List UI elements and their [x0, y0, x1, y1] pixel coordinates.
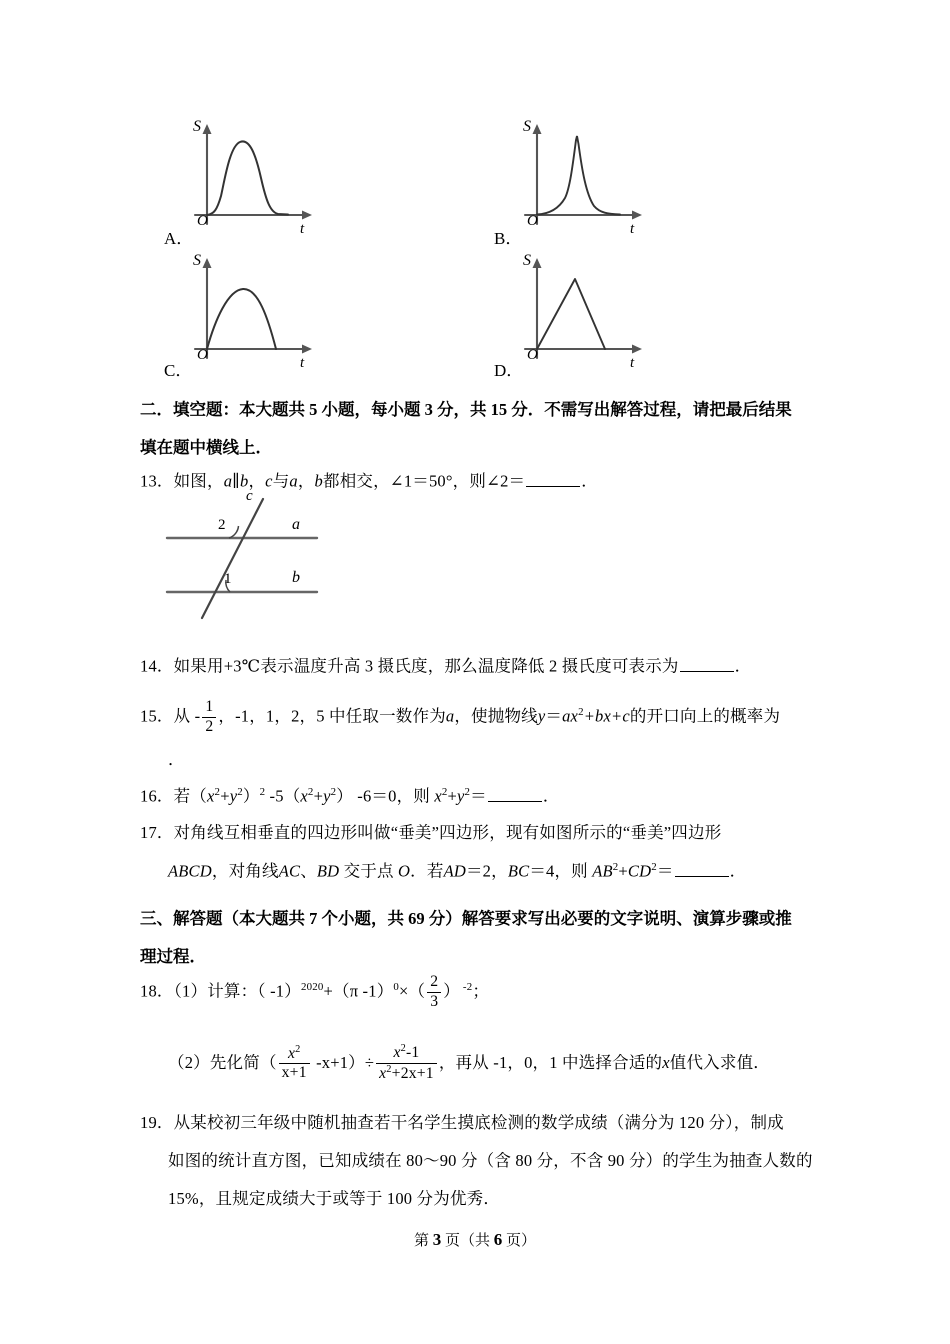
q19-text-line1: 从某校初三年级中随机抽查若干名学生摸底检测的数学成绩（满分为 120 分），制成	[173, 1113, 784, 1132]
q15-expr-y: y	[537, 706, 546, 726]
question-18-part2	[168, 1045, 770, 1083]
q18-part2-mid: -x+1）÷	[311, 1052, 375, 1072]
question-15-tail: ．	[168, 750, 185, 769]
q17-line2-l: ＝4，则	[529, 861, 593, 881]
q18-fraction-two-thirds	[427, 974, 441, 1010]
q19-number: 19．	[140, 1113, 174, 1132]
q13-text-e: 都相交，∠1＝50°，则∠2＝	[323, 471, 526, 491]
q18-frac-denominator: 3	[430, 992, 439, 1010]
q15-var-a: a	[445, 706, 455, 726]
option-d-graph	[520, 252, 650, 367]
q15-expr-x: x	[570, 706, 579, 726]
q16-p4: 2	[330, 786, 337, 799]
q18-part1-end: ；	[472, 981, 490, 1001]
q18-part1-pow: 2020	[300, 981, 324, 994]
option-d-y-axis-label: S	[523, 252, 531, 269]
q13-text-c: 与	[272, 471, 290, 491]
q18-part2-label: （2）先化简（	[168, 1052, 277, 1072]
q18-part2-tail-a: ，再从 -1，0，1 中选择合适的	[438, 1052, 663, 1072]
option-c-x-axis-label: t	[300, 355, 305, 371]
q16-close2: ）	[336, 786, 353, 806]
q15-expr-x-pow: 2	[578, 706, 584, 719]
q18-f1-denominator: x+1	[281, 1064, 307, 1082]
q16-p3: 2	[307, 786, 314, 799]
footer-total-pages: 6	[493, 1230, 503, 1249]
q17-number: 17．	[140, 823, 174, 842]
q17-tail: ．	[729, 861, 747, 881]
question-15	[140, 700, 780, 736]
option-a-y-axis-label: S	[193, 118, 201, 135]
q15-expr-plus-b: +b	[583, 706, 604, 726]
q18-number: 18．	[140, 981, 174, 1001]
q13-text-a: 如图，	[173, 471, 224, 491]
q16-y1: y	[229, 786, 238, 806]
q18-f2-den-tail: +2x+1	[391, 1065, 434, 1083]
option-a-graph	[190, 118, 320, 233]
q16-minus5: -5（	[265, 786, 301, 806]
q18-fraction-x2-minus-1-over-x2-plus-2x-plus-1	[376, 1044, 437, 1082]
q16-mid: ）	[242, 786, 260, 806]
q16-x2: x	[300, 786, 308, 806]
q18-fraction-x-squared-over-x-plus-1	[279, 1045, 310, 1082]
q17-line2-j: ＝2，	[465, 861, 508, 881]
q17-diag-ac: AC	[278, 861, 301, 881]
footer-mid: 页（共	[441, 1233, 494, 1249]
q16-equals: ＝	[470, 786, 487, 806]
q18-part2-tail-b: 值代入求值．	[669, 1052, 770, 1072]
q18-f2-den-x: x	[379, 1065, 387, 1083]
question-17-line2	[168, 860, 746, 880]
q17-line2-b: ，对角线	[211, 861, 279, 881]
q17-line2-f: 交于点	[339, 861, 399, 881]
q18-f2-den-pow: 2	[386, 1063, 392, 1075]
q18-f1-num-x: x	[287, 1045, 296, 1063]
q15-frac-denominator: 2	[205, 717, 214, 735]
q16-pow-outer: 2	[259, 786, 266, 799]
option-a-x-axis-label: t	[300, 221, 305, 237]
q16-x1: x	[207, 786, 215, 806]
q15-expr-a: a	[562, 706, 571, 726]
q16-plus3: +	[447, 786, 457, 806]
q13-fig-angle-2: 2	[218, 517, 226, 533]
q16-tail: ．	[542, 786, 560, 806]
q17-diag-bd: BD	[316, 861, 340, 881]
question-18-part1	[140, 975, 489, 1011]
q17-cd-pow: 2	[651, 861, 657, 874]
q16-y3: y	[457, 786, 465, 806]
option-a-origin-label: O	[197, 213, 208, 229]
q17-seg-bc: BC	[507, 861, 530, 881]
page-footer	[0, 1229, 950, 1250]
q13-answer-blank[interactable]	[526, 470, 580, 487]
q13-var-b: b	[240, 471, 249, 491]
q16-p6: 2	[464, 786, 471, 799]
q16-number: 16．	[140, 786, 174, 806]
q13-fig-label-c: c	[246, 488, 253, 504]
q18-f1-num-pow: 2	[295, 1043, 301, 1055]
q15-text-d: 的开口向上的概率为	[629, 706, 781, 726]
q17-line2-r: ＝	[656, 861, 674, 881]
q15-expr-plus-c: +c	[611, 706, 630, 726]
q18-frac-numerator: 2	[427, 974, 441, 992]
section-three-heading-line1: 三、解答题（本大题共 7 个小题，共 69 分）解答要求写出必要的文字说明、演算步骤或推	[140, 909, 792, 928]
q18-f2-denominator	[376, 1064, 437, 1083]
q13-text-b: ，	[248, 471, 266, 491]
q13-var-a2: a	[289, 471, 298, 491]
question-14	[140, 655, 751, 675]
q15-frac-numerator: 1	[202, 699, 216, 717]
q17-line2-o: +	[618, 861, 628, 881]
q17-point-o: O	[398, 861, 411, 881]
q16-p2: 2	[237, 786, 243, 799]
q13-fig-label-b: b	[292, 569, 300, 586]
footer-prefix: 第	[413, 1233, 433, 1249]
option-a-label: A．	[164, 229, 194, 248]
q13-parallel: ∥	[232, 471, 240, 491]
q17-seg-cd: CD	[627, 861, 652, 881]
q13-fig-angle-1: 1	[224, 571, 232, 587]
q18-part1-mid: +（π -1）	[323, 981, 394, 1001]
q17-line2-h: ．若	[410, 861, 444, 881]
q18-part1-close: ）	[443, 981, 460, 1001]
q16-minus6: -6＝0，则	[352, 786, 435, 806]
question-16	[140, 785, 560, 805]
question-19-line3: 15%，且规定成绩大于或等于 100 分为优秀．	[168, 1189, 501, 1208]
q17-line2-d: 、	[300, 861, 317, 881]
q14-text: 如果用+3℃表示温度升高 3 摄氏度，那么温度降低 2 摄氏度可表示为	[173, 656, 679, 676]
q13-text-d: ，	[297, 471, 315, 491]
option-c-y-axis-label: S	[193, 252, 201, 269]
q15-expr-x2: x	[603, 706, 612, 726]
option-d-label: D．	[494, 361, 524, 380]
option-b-y-axis-label: S	[523, 118, 531, 135]
q15-number: 15．	[140, 706, 174, 726]
q15-expr-eq: ＝	[545, 706, 563, 726]
q15-text-a: 从 -	[173, 706, 201, 726]
q14-number: 14．	[140, 656, 174, 676]
option-b-origin-label: O	[527, 213, 538, 229]
q18-f1-numerator	[279, 1045, 310, 1065]
footer-suffix: 页）	[502, 1233, 537, 1249]
q14-answer-blank[interactable]	[680, 655, 734, 672]
question-19-line2: 如图的统计直方图，已知成绩在 80～90 分（含 80 分，不含 90 分）的学生为抽查人数的	[168, 1151, 813, 1170]
q17-seg-ad: AD	[443, 861, 466, 881]
q13-number: 13．	[140, 471, 174, 491]
q14-tail: ．	[734, 656, 752, 676]
q16-answer-blank[interactable]	[488, 785, 542, 802]
q16-x3: x	[434, 786, 442, 806]
question-13-figure	[165, 487, 340, 627]
q13-tail: ．	[581, 471, 598, 491]
q17-text-line1: 对角线互相垂直的四边形叫做“垂美”四边形，现有如图所示的“垂美”四边形	[173, 823, 722, 842]
q15-text-c: ，使抛物线	[454, 706, 538, 726]
section-three-heading-line2: 理过程．	[140, 947, 206, 966]
q18-f2-numerator	[376, 1044, 437, 1064]
q13-var-b2: b	[314, 471, 323, 491]
question-19-line1	[140, 1115, 784, 1132]
q17-quad-abcd: ABCD	[168, 861, 212, 881]
q16-p1: 2	[214, 786, 221, 799]
question-17-line1	[140, 825, 721, 842]
q16-p5: 2	[441, 786, 448, 799]
q13-var-c: c	[265, 471, 273, 491]
section-two-heading-line2: 填在题中横线上．	[140, 438, 272, 457]
q16-plus1: +	[220, 786, 230, 806]
section-two-heading-line1: 二．填空题：本大题共 5 小题，每小题 3 分，共 15 分．不需写出解答过程，请把最后结果	[140, 400, 792, 419]
q13-var-a: a	[223, 471, 233, 491]
q16-text-a: 若（	[173, 786, 208, 806]
q15-text-b: ，‑1，1，2，5 中任取一数作为	[218, 706, 446, 726]
option-b-label: B．	[494, 229, 523, 248]
q17-ab-pow: 2	[612, 861, 619, 874]
q18-f2-num-x: x	[393, 1044, 401, 1062]
q17-seg-ab: AB	[592, 861, 613, 881]
footer-page-number: 3	[432, 1230, 442, 1249]
option-c-graph	[190, 252, 320, 367]
q18-f2-num-pow: 2	[400, 1043, 407, 1055]
q18-part1-pow2: 0	[393, 981, 400, 994]
option-d-x-axis-label: t	[630, 355, 635, 371]
option-d-origin-label: O	[527, 347, 538, 363]
q18-part2-var: x	[662, 1052, 670, 1072]
q16-y2: y	[323, 786, 331, 806]
option-c-label: C．	[164, 361, 193, 380]
q18-part1-pow3: -2	[460, 981, 473, 994]
q18-part1-label: （1）计算：（ -1）	[173, 981, 301, 1001]
option-c-origin-label: O	[197, 347, 208, 363]
q13-fig-label-a: a	[292, 516, 300, 533]
q15-fraction-one-half	[202, 699, 216, 735]
option-b-x-axis-label: t	[630, 221, 635, 237]
q18-part1-times: ×（	[399, 981, 426, 1001]
q16-plus2: +	[313, 786, 324, 806]
q18-f2-num-tail: -1	[406, 1044, 420, 1062]
q17-answer-blank[interactable]	[675, 860, 729, 877]
option-b-graph	[520, 118, 650, 233]
